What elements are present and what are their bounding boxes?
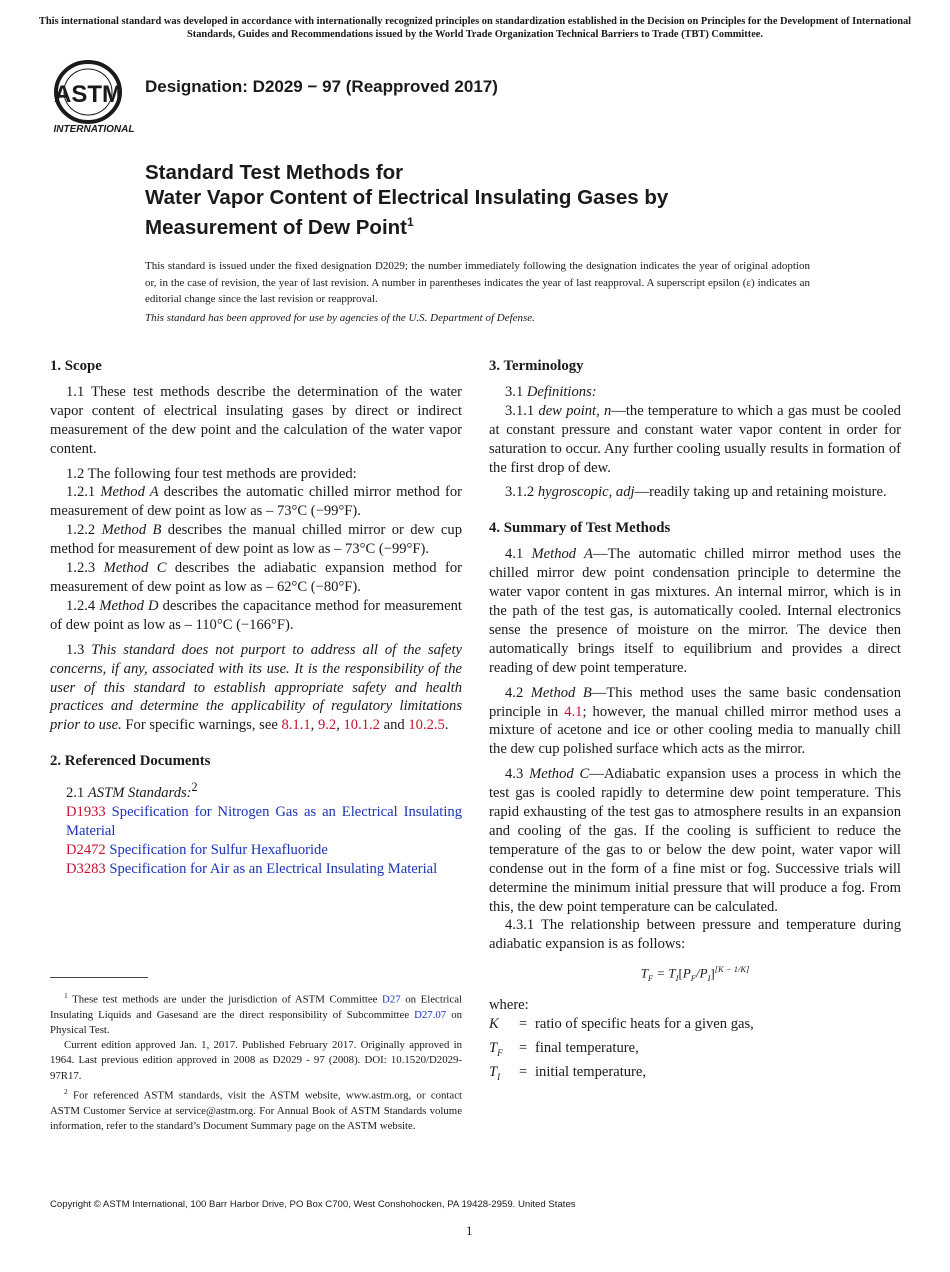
logo-international-text: INTERNATIONAL xyxy=(53,124,135,134)
page-number: 1 xyxy=(466,1223,473,1238)
ref-d3283 xyxy=(50,860,462,879)
link-d27[interactable]: D27 xyxy=(382,993,401,1006)
standards-notice: This international standard was developed in accordance with internationally recognized principles on standardization established in the Decision on Principles for the Development of International Standards, Guides and Recommendations issued by the World Trade Organization Technical Barriers to Trade (TBT) Committee. xyxy=(38,16,912,40)
copyright-notice: Copyright © ASTM International, 100 Barr Harbor Drive, PO Box C700, West Conshohocken, PA 19428-2959. United States xyxy=(50,1199,576,1210)
logo-astm-text: ASTM xyxy=(54,81,122,108)
para-1-1: 1.1 These test methods describe the determination of the water vapor content of electrical insulating gases by direct or indirect measurement of the dew point and the calculation of the water vapor content. xyxy=(50,383,462,457)
footnote-2: $^2$ For referenced ASTM standards, visit the ASTM website, www.astm.org, or contact ASTM Customer Service at service@astm.org. For Annual Book of ASTM Standards volume information, refer to the standard’s Document Summary page on the ASTM website. xyxy=(50,1086,462,1132)
para-1-2-3: 1.2.3 Method C describes the adiabatic expansion method for measurement of dew point as low as – 62°C (−80°F). xyxy=(50,560,462,595)
link-10-2-5[interactable]: 10.2.5 xyxy=(408,717,445,734)
para-4-3: 4.3 Method C—Adiabatic expansion uses a process in which the test gas is cooled rapidly to determine dew point temperature. This rapid exhausting of the test gas to atmosphere results in an expansion and cooling of the gas. If the cooling is sufficient to reduce the temperature of the gas to or below the dew point, water vapor will condense out in the form of a fine mist or fog. Successive trials will determine the minimum initial pressure that will produce a fog. From this, the dew point temperature can be calculated. xyxy=(489,766,901,915)
where-label: where: xyxy=(489,997,529,1014)
ref-code-link[interactable]: D1933 xyxy=(66,803,106,820)
link-10-1-2[interactable]: 10.1.2 xyxy=(343,717,380,734)
dew-point-formula: $T_F = T_I[P_F/P_I][K - 1/K]$ xyxy=(640,964,750,984)
variable-row: $T_I$ = initial temperature, xyxy=(489,1063,647,1082)
link-4-1[interactable]: 4.1 xyxy=(564,703,583,720)
footnote-1: $^1$ These test methods are under the jurisdiction of ASTM Committee D27 on Electrical Insulating Liquids and Gasesand are the direct responsibility of Subcommittee D27.07 on Physical Test. xyxy=(50,991,462,1036)
ref-code-link[interactable]: D2472 xyxy=(66,841,106,858)
variable-row: $T_F$ = final temperature, xyxy=(489,1039,639,1058)
para-3-1: 3.1 Definitions: xyxy=(505,383,597,400)
ref-d1933 xyxy=(50,803,462,841)
para-1-2-2: 1.2.2 Method B describes the manual chilled mirror or dew cup method for measurement of dew point as low as – 73°C (−99°F). xyxy=(50,522,462,558)
para-1-2-1: 1.2.1 Method A describes the automatic chilled mirror method for measurement of dew point as low as – 73°C (−99°F). xyxy=(50,484,462,520)
ref-title-link[interactable]: Specification for Air as an Electrical Insulating Material xyxy=(105,860,438,877)
footnote-divider xyxy=(50,977,148,978)
ref-title-link[interactable]: Specification for Nitrogen Gas as an Electrical Insulating Material xyxy=(66,803,462,839)
referenced-documents-heading: 2. Referenced Documents xyxy=(50,753,211,770)
issuance-statement: This standard is issued under the fixed designation D2029; the number immediately following the designation indicates the year of original adoption or, in the case of revision, the year of last revision. A number in parentheses indicates the year of last reapproval. A superscript epsilon (ε) indicates an editorial change since the last revision or reapproval. xyxy=(145,260,810,305)
para-4-3-1: 4.3.1 The relationship between pressure and temperature during adiabatic expansion is as follows: xyxy=(489,917,901,953)
variable-row: K = ratio of specific heats for a given gas, xyxy=(489,1016,754,1033)
title-line-3: Measurement of Dew Point$^1$ xyxy=(145,215,414,239)
para-1-3: 1.3 This standard does not purport to address all of the safety concerns, if any, associated with its use. It is the responsibility of the user of this standard to establish appropriate safety and health practices and determine the applicability of regulatory limitations prior to use. For specific warnings, see 8.1.1, 9.2, 10.1.2 and 10.2.5. xyxy=(50,641,462,734)
footnote-2-mark[interactable]: 2 xyxy=(191,780,198,795)
para-4-2: 4.2 Method B—This method uses the same basic condensation principle in 4.1; however, the manual chilled mirror method uses a mixture of acetone and ice or other cooling media to manually chill the dew cup polished surface which acts as the mirror. xyxy=(489,684,901,758)
ref-title-link[interactable]: Specification for Sulfur Hexafluoride xyxy=(105,841,328,858)
title-line-1: Standard Test Methods for xyxy=(145,161,404,184)
para-2-1: 2.1 ASTM Standards:$^2$ xyxy=(66,780,198,801)
link-d27-07[interactable]: D27.07 xyxy=(414,1008,447,1021)
ref-d2472 xyxy=(50,841,462,860)
footnote-current-edition: Current edition approved Jan. 1, 2017. Published February 2017. Originally approved in 1964. Last previous edition approved in 2008 as D2029 - 97 (2008). DOI: 10.1520/D2029-97R17. xyxy=(50,1039,462,1082)
para-1-2-4: 1.2.4 Method D describes the capacitance method for measurement of dew point as low as – 110°C (−166°F). xyxy=(50,597,462,633)
para-1-2: 1.2 The following four test methods are provided: xyxy=(66,465,357,482)
scope-heading: 1. Scope xyxy=(50,358,102,374)
footnotes xyxy=(50,988,462,1134)
dod-approval-statement: This standard has been approved for use by agencies of the U.S. Department of Defense. xyxy=(145,312,535,324)
designation: Designation: D2029 − 97 (Reapproved 2017) xyxy=(145,77,498,96)
para-4-1: 4.1 Method A—The automatic chilled mirror method uses the chilled mirror dew point condensation principle to determine the water vapor content in gas mixtures. An internal mirror, which is in the path of the test gas, is automatically cooled. Internal electronics sense the presence of moisture on the mirror. The device then automatically brings itself to equilibrium and provides a direct reading of dew point temperature. xyxy=(489,546,902,676)
astm-logo-icon xyxy=(52,58,136,134)
document-title xyxy=(145,160,845,240)
para-3-1-1: 3.1.1 dew point, n—the temperature to which a gas must be cooled at constant pressure and constant water vapor content in order for saturation to occur. Any further cooling usually results in formation of the first drop of dew. xyxy=(489,402,901,476)
terminology-heading: 3. Terminology xyxy=(489,358,584,374)
link-8-1-1[interactable]: 8.1.1 xyxy=(281,717,311,734)
title-footnote-mark[interactable]: 1 xyxy=(407,215,414,229)
right-column xyxy=(489,357,901,1086)
left-column xyxy=(50,357,462,879)
ref-code-link[interactable]: D3283 xyxy=(66,860,106,877)
title-line-2: Water Vapor Content of Electrical Insulating Gases by xyxy=(145,186,669,209)
link-9-2[interactable]: 9.2 xyxy=(317,717,337,734)
para-3-1-2: 3.1.2 hygroscopic, adj—readily taking up and retaining moisture. xyxy=(505,484,887,501)
summary-heading: 4. Summary of Test Methods xyxy=(489,520,671,537)
